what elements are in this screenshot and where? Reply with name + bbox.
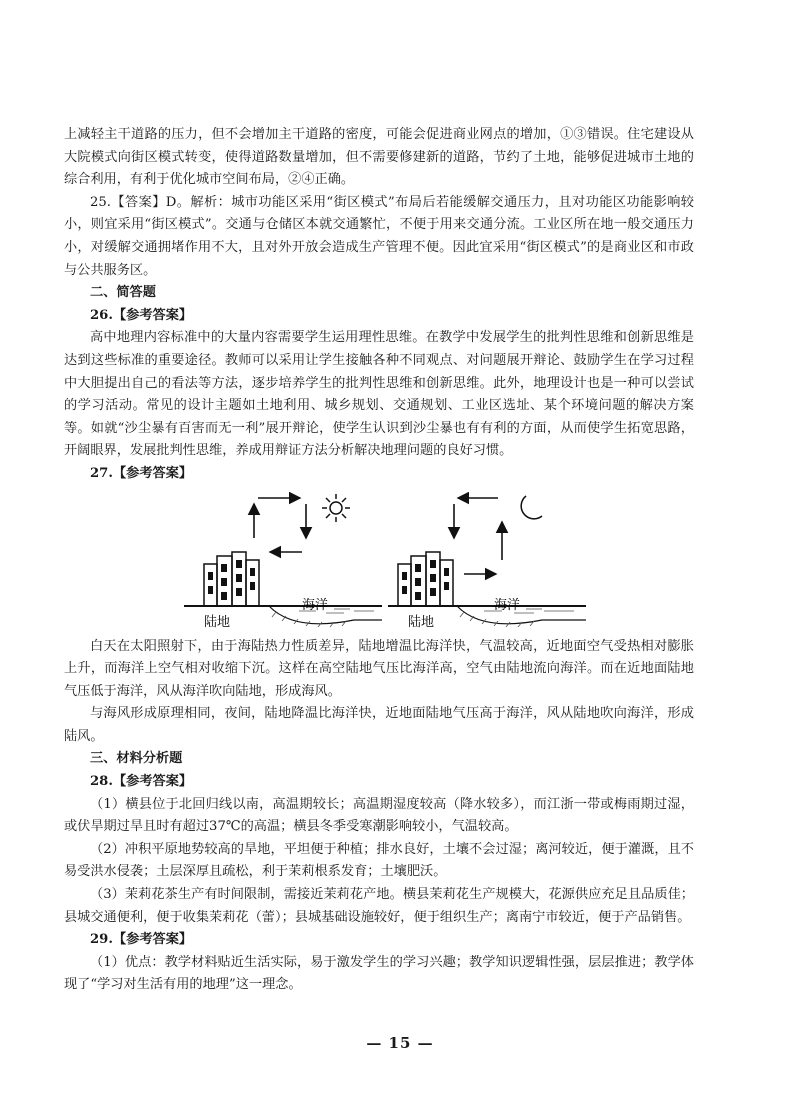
answer-27-heading: 27.【参考答案】 [90, 465, 193, 481]
answer-26-text: 高中地理内容标准中的大量内容需要学生运用理性思维。在教学中发展学生的批判性思维和创新思维是达到这些标准的重要途径。教师可以采用让学生接触各种不同观点、对问题展开辩论、鼓励学生在学习过程中大胆提出自己的看法等方法，逐步培养学生的批判性思维和创新思维。此外，地理设计也是一种可以尝试的学习活动。常见的设计主题如土地利用、城乡规划、交通规划、工业区选址、某个环境问题的解决方案等。如就“沙尘暴有百害而无一利”展开辩论，使学生认识到沙尘暴也有有利的方面，从而使学生拓宽思路，开阔眼界，发展批判性思维，养成用辩证方法分析解决地理问题的良好习惯。 [64, 330, 694, 459]
answer-28-part-1: （1）横县位于北回归线以南，高温期较长；高温期湿度较高（降水较多），而江浙一带或梅雨期过湿，或伏旱期过旱且时有超过37℃的高温；横县冬季受寒潮影响较小，气温较高。 [64, 796, 694, 835]
answer-25: 25.【答案】D。解析：城市功能区采用“街区模式”布局后若能缓解交通压力，且对功能区功能影响较小，则宜采用“街区模式”。交通与仓储区本就交通繁忙，不便于用来交通分流。工业区所在地一般交通压力小，对缓解交通拥堵作用不大，且对外开放会造成生产管理不便。因此宜采用“街区模式”的是商业区和市政与公共服务区。 [64, 194, 694, 278]
answer-28-part-2: （2）冲积平原地势较高的旱地，平坦便于种植；排水良好，土壤不会过湿；离河较近，便于灌溉，且不易受洪水侵袭；土层深厚且疏松，利于茉莉根系发育；土壤肥沃。 [64, 841, 694, 880]
day-sea-breeze-diagram [184, 494, 382, 630]
answer-28-heading: 28.【参考答案】 [90, 774, 193, 790]
answer-29-heading: 29.【参考答案】 [90, 932, 193, 948]
answer-29-part-1: （1）优点：教学材料贴近生活实际，易于激发学生的学习兴趣；教学知识逻辑性强，层层推进；教学体现了“学习对生活有用的地理”这一理念。 [64, 954, 694, 993]
night-land-breeze-diagram [388, 496, 586, 630]
day-sea-label: 海洋 [302, 597, 329, 613]
night-sea-label: 海洋 [494, 597, 521, 613]
moon-icon [521, 496, 542, 519]
answer-27-text-day: 白天在太阳照射下，由于海陆热力性质差异，陆地增温比海洋快，气温较高，近地面空气受热相对膨胀上升，而海洋上空气相对收缩下沉。这样在高空陆地气压比海洋高，空气由陆地流向海洋。而在近地面陆地气压低于海洋，风从海洋吹向陆地，形成海风。 [64, 638, 694, 699]
land-sea-breeze-diagram [64, 492, 694, 632]
section-heading-short-answer: 二、简答题 [90, 285, 156, 301]
answer-26-heading: 26.【参考答案】 [90, 307, 193, 323]
coast-slope [457, 606, 586, 624]
answer-27-text-night: 与海风形成原理相同，夜间，陆地降温比海洋快，近地面陆地气压高于海洋，风从陆地吹向海洋，形成陆风。 [64, 706, 694, 744]
paragraph-continued: 上减轻主干道路的压力，但不会增加主干道路的密度，可能会促进商业网点的增加，①③错误。住宅建设从大院模式向街区模式转变，使得道路数量增加，但不需要修建新的道路，节约了土地，能够促进城市土地的综合利用，有利于优化城市空间布局，②④正确。 [64, 127, 694, 188]
sun-icon [322, 494, 350, 522]
answer-content [64, 124, 694, 997]
day-land-label: 陆地 [204, 614, 231, 630]
page-number: — 15 — [366, 1034, 434, 1052]
night-land-label: 陆地 [408, 614, 435, 630]
section-heading-material-analysis: 三、材料分析题 [90, 751, 183, 767]
answer-28-part-3: （3）茉莉花茶生产有时间限制，需接近茉莉花产地。横县茉莉花生产规模大，花源供应充足且品质佳；县城交通便利，便于收集茉莉花（蕾）；县城基础设施较好，便于组织生产；离南宁市较近，便于产品销售。 [64, 887, 694, 925]
